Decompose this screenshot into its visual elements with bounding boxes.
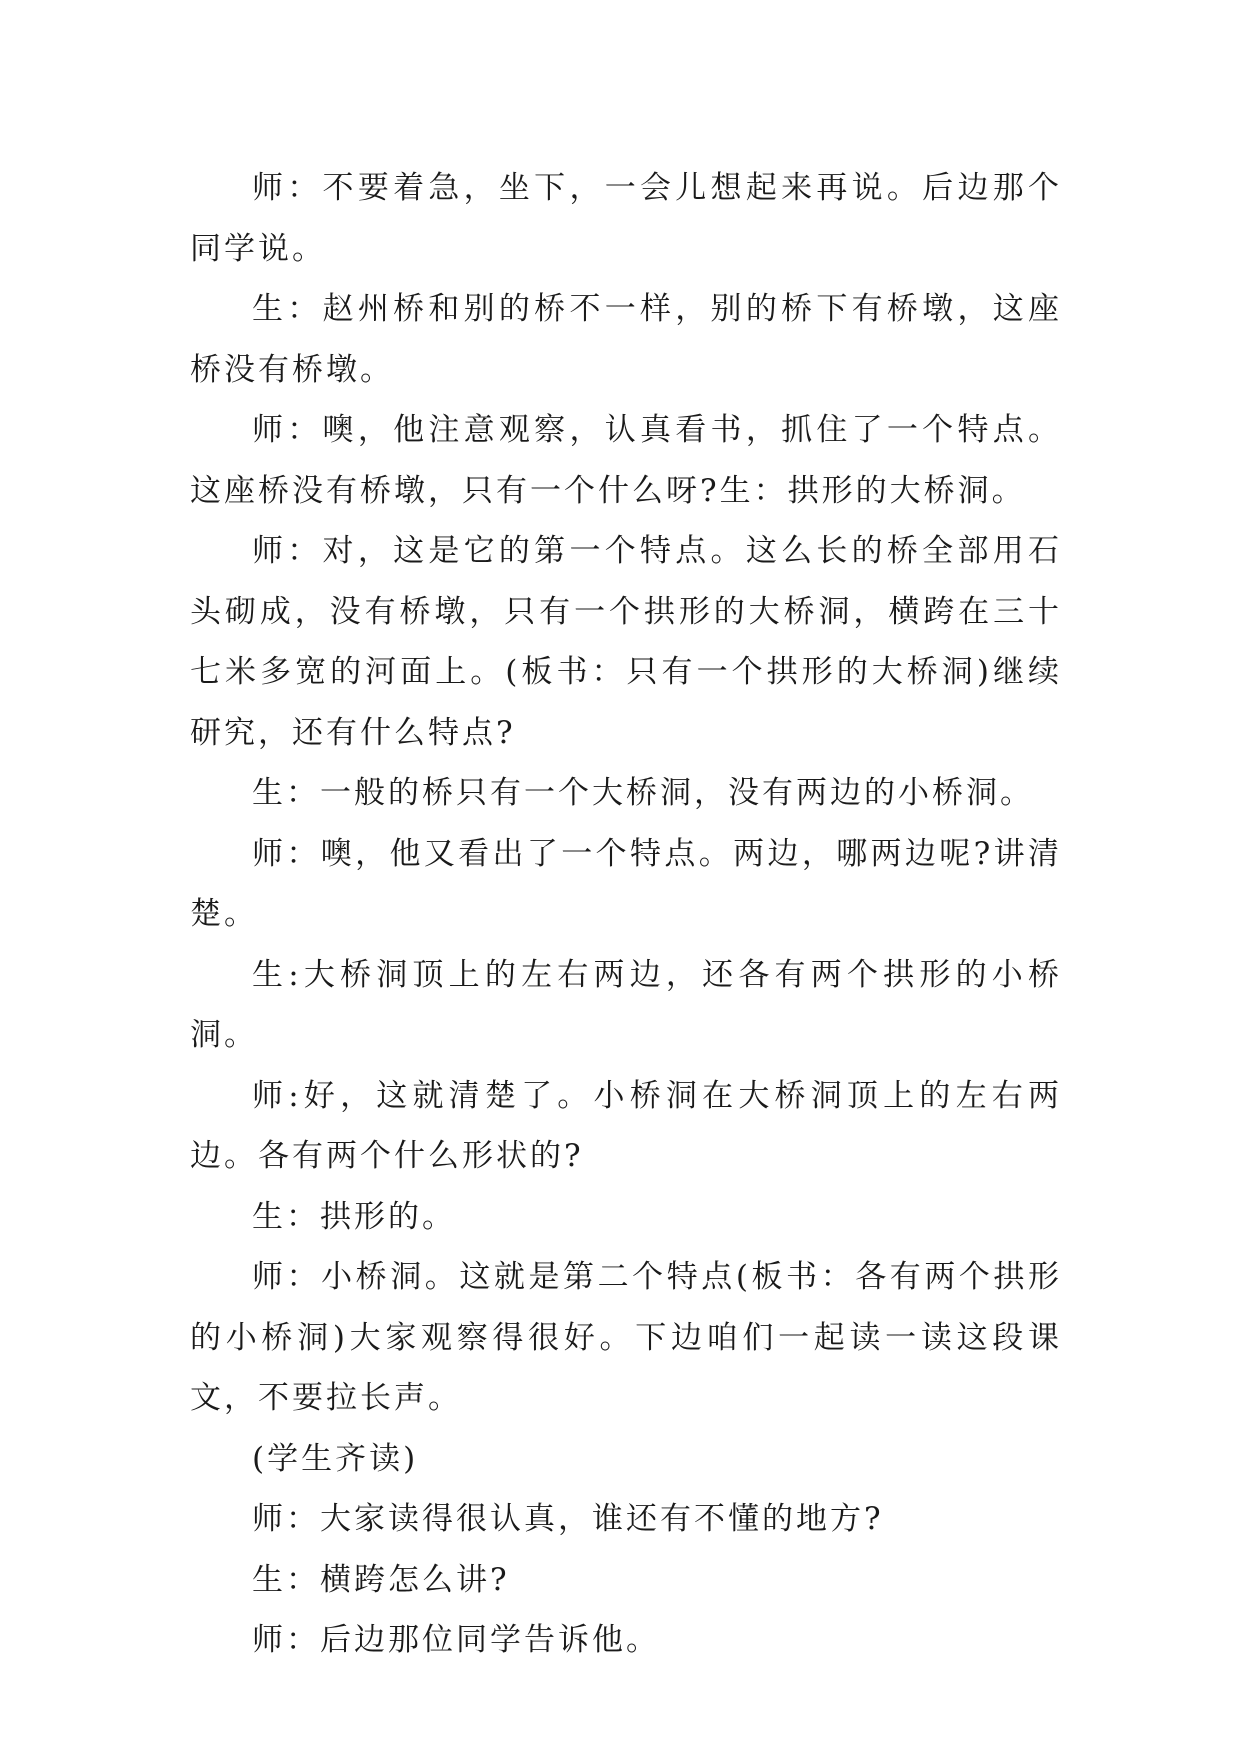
paragraph: 生:大桥洞顶上的左右两边，还各有两个拱形的小桥洞。 — [190, 956, 1062, 1053]
paragraph: 师：小桥洞。这就是第二个特点(板书：各有两个拱形的小桥洞)大家观察得很好。下边咱们一起读一读这段课文，不要拉长声。 — [190, 1259, 1062, 1416]
document-body — [190, 158, 1062, 1671]
paragraph: (学生齐读) — [252, 1440, 419, 1477]
paragraph: 师：大家读得很认真，谁还有不懂的地方? — [252, 1501, 884, 1537]
paragraph: 生：横跨怎么讲? — [252, 1561, 510, 1598]
paragraph: 师：噢，他注意观察，认真看书，抓住了一个特点。这座桥没有桥墩，只有一个什么呀?生：拱形的大桥洞。 — [190, 412, 1062, 509]
paragraph: 师：对，这是它的第一个特点。这么长的桥全部用石头砌成，没有桥墩，只有一个拱形的大桥洞，横跨在三十七米多宽的河面上。(板书：只有一个拱形的大桥洞)继续研究，还有什么特点? — [190, 533, 1062, 751]
paragraph: 师：不要着急，坐下，一会儿想起来再说。后边那个同学说。 — [190, 170, 1062, 267]
paragraph: 生：赵州桥和别的桥不一样，别的桥下有桥墩，这座桥没有桥墩。 — [190, 291, 1062, 388]
paragraph: 师：后边那位同学告诉他。 — [252, 1622, 660, 1658]
paragraph: 师:好，这就清楚了。小桥洞在大桥洞顶上的左右两边。各有两个什么形状的? — [190, 1077, 1062, 1174]
paragraph: 师：噢，他又看出了一个特点。两边，哪两边呢?讲清楚。 — [190, 835, 1062, 932]
paragraph: 生：拱形的。 — [252, 1198, 456, 1235]
paragraph: 生：一般的桥只有一个大桥洞，没有两边的小桥洞。 — [252, 775, 1034, 811]
